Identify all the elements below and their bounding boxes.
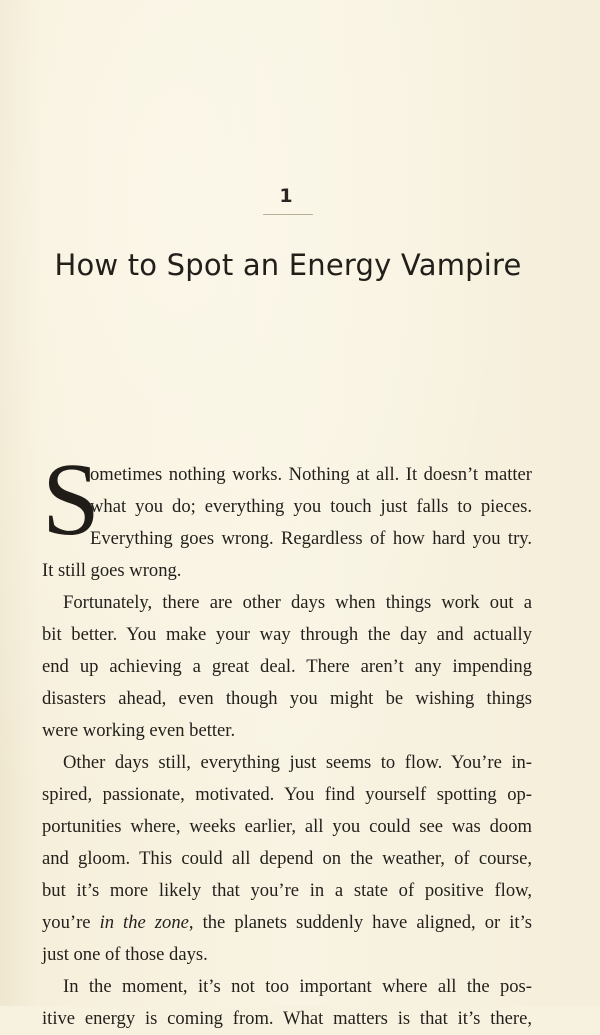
chapter-divider-rule <box>263 214 313 215</box>
text-line-13: and gloom. This could all depend on the weather, of course, <box>42 848 532 869</box>
text-line-7: end up achieving a great deal. There aren’t any impending <box>42 656 532 677</box>
drop-cap-letter: S <box>42 442 100 557</box>
emphasis-text: in the zone <box>99 912 189 933</box>
text-line-2: what you do; everything you touch just falls to pieces. <box>90 496 532 517</box>
chapter-title: How to Spot an Energy Vampire <box>54 248 522 282</box>
text-line-3: Everything goes wrong. Regardless of how hard you try. <box>90 528 532 549</box>
text-line-9: were working even better. <box>42 720 236 741</box>
text-line-1: ometimes nothing works. Nothing at all. It doesn’t matter <box>90 464 532 485</box>
text-line-12: portunities where, weeks earlier, all you could see was doom <box>42 816 532 837</box>
text-line-17: In the moment, it’s not too important where all the pos- <box>63 976 532 997</box>
text-line-5: Fortunately, there are other days when things work out a <box>63 592 532 613</box>
text-line-8: disasters ahead, even though you might be wishing things <box>42 688 532 709</box>
text-line-14: but it’s more likely that you’re in a state of positive flow, <box>42 880 532 901</box>
chapter-number: 1 <box>279 185 293 207</box>
text-line-16: just one of those days. <box>42 944 208 965</box>
text-line-4: It still goes wrong. <box>42 560 182 581</box>
text-line-18: itive energy is coming from. What matters is that it’s there, <box>42 1008 532 1029</box>
text-line-10: Other days still, everything just seems to flow. You’re in- <box>63 752 532 773</box>
text-line-6: bit better. You make your way through the day and actually <box>42 624 532 645</box>
body-text <box>42 459 532 1035</box>
text-line-11: spired, passionate, motivated. You find yourself spotting op- <box>42 784 532 805</box>
text-line-15: you’re in the zone, the planets suddenly have aligned, or it’s <box>42 912 532 933</box>
